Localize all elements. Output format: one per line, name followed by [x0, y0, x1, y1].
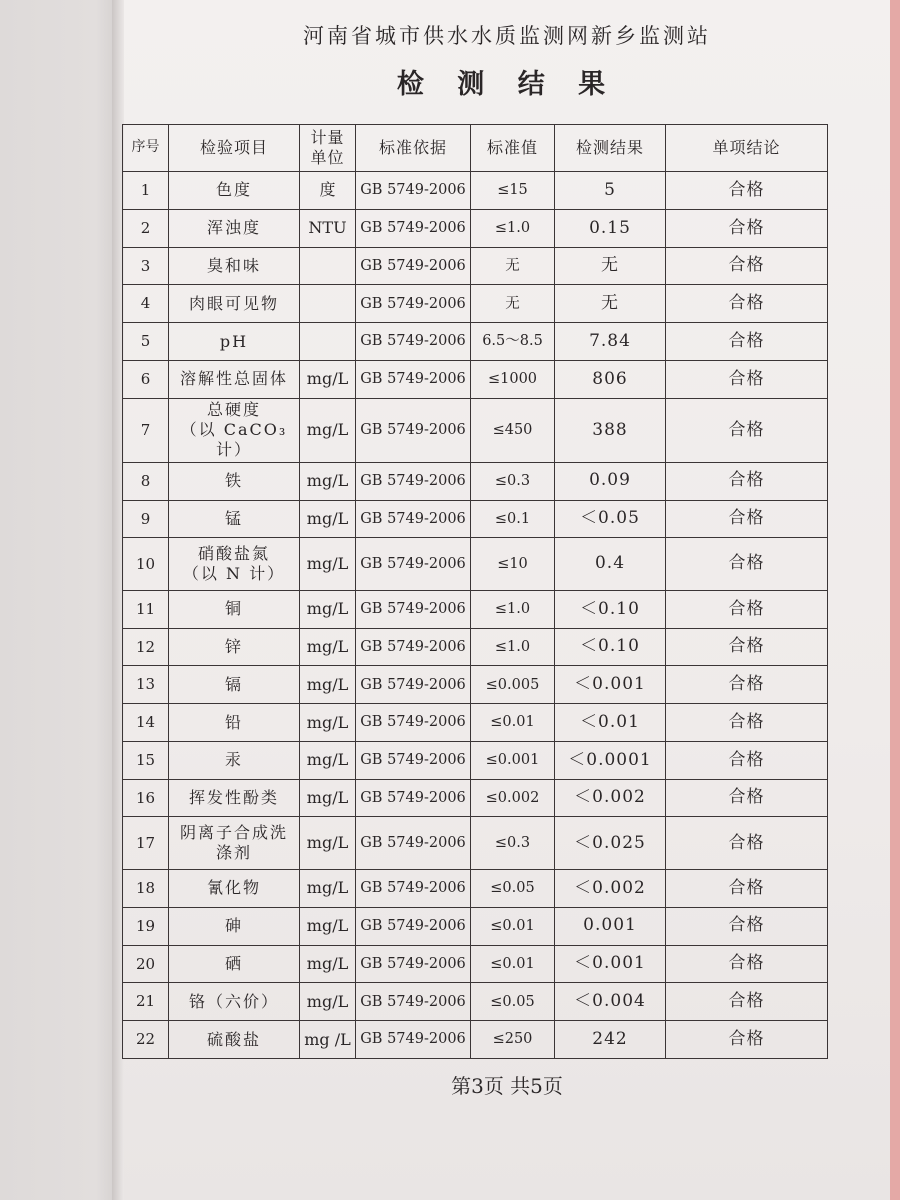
col-header-conclusion: 单项结论: [666, 125, 828, 172]
facing-page: [0, 0, 120, 1200]
table-row: [123, 628, 828, 666]
test-item-line2: 涤剂: [215, 843, 252, 863]
test-result: 0.09: [555, 462, 666, 500]
conclusion: 合格: [666, 704, 828, 742]
test-result: 无: [555, 247, 666, 285]
conclusion: 合格: [666, 869, 828, 907]
test-item: [169, 398, 300, 462]
unit: mg/L: [300, 945, 356, 983]
test-item-line1: 总硬度: [206, 400, 261, 420]
conclusion: 合格: [666, 983, 828, 1021]
results-table: [122, 124, 828, 1059]
test-result: 0.001: [555, 907, 666, 945]
row-number: 13: [123, 666, 169, 704]
test-item: 氰化物: [169, 869, 300, 907]
standard-basis: GB 5749-2006: [356, 323, 471, 361]
row-number: 8: [123, 462, 169, 500]
table-row: [123, 945, 828, 983]
test-result: 388: [555, 398, 666, 462]
conclusion: 合格: [666, 590, 828, 628]
test-result: 242: [555, 1021, 666, 1059]
standard-basis: GB 5749-2006: [356, 704, 471, 742]
test-item: 锰: [169, 500, 300, 538]
test-item: 硫酸盐: [169, 1021, 300, 1059]
standard-basis: GB 5749-2006: [356, 628, 471, 666]
test-item: [169, 538, 300, 590]
standard-value: ≤0.002: [471, 779, 555, 817]
unit: mg/L: [300, 590, 356, 628]
test-result: ＜0.001: [555, 945, 666, 983]
conclusion: 合格: [666, 945, 828, 983]
unit: mg/L: [300, 817, 356, 869]
standard-value: ≤0.1: [471, 500, 555, 538]
test-result: 7.84: [555, 323, 666, 361]
row-number: 7: [123, 398, 169, 462]
test-result: ＜0.001: [555, 666, 666, 704]
row-number: 18: [123, 869, 169, 907]
unit: mg/L: [300, 360, 356, 398]
table-row: [123, 500, 828, 538]
standard-value: ≤250: [471, 1021, 555, 1059]
standard-basis: GB 5749-2006: [356, 398, 471, 462]
test-result: 806: [555, 360, 666, 398]
standard-basis: GB 5749-2006: [356, 209, 471, 247]
test-result: 5: [555, 172, 666, 210]
col-header-unit-line1: 计量: [310, 128, 345, 147]
station-header: 河南省城市供水水质监测网新乡监测站: [303, 24, 711, 48]
standard-value: ≤10: [471, 538, 555, 590]
col-header-unit-line2: 单位: [310, 148, 345, 167]
row-number: 5: [123, 323, 169, 361]
table-row: [123, 869, 828, 907]
standard-value: 6.5～8.5: [471, 323, 555, 361]
row-number: 12: [123, 628, 169, 666]
standard-value: ≤0.001: [471, 741, 555, 779]
conclusion: 合格: [666, 209, 828, 247]
unit: mg/L: [300, 462, 356, 500]
table-row: [123, 323, 828, 361]
conclusion: 合格: [666, 500, 828, 538]
row-number: 2: [123, 209, 169, 247]
page-edge: [890, 0, 900, 1200]
table-row: [123, 538, 828, 590]
test-item-line2: （以 N 计）: [182, 564, 286, 584]
unit: mg/L: [300, 500, 356, 538]
test-item-line1: 硝酸盐氮: [197, 544, 270, 564]
test-item: 浑浊度: [169, 209, 300, 247]
standard-value: ≤1.0: [471, 209, 555, 247]
test-item: 挥发性酚类: [169, 779, 300, 817]
conclusion: 合格: [666, 538, 828, 590]
unit: mg/L: [300, 741, 356, 779]
standard-basis: GB 5749-2006: [356, 172, 471, 210]
unit: [300, 323, 356, 361]
test-item: 臭和味: [169, 247, 300, 285]
unit: mg/L: [300, 907, 356, 945]
table-row: [123, 209, 828, 247]
standard-value: ≤0.3: [471, 462, 555, 500]
standard-value: ≤0.3: [471, 817, 555, 869]
table-row: [123, 172, 828, 210]
test-item-line2: （以 CaCO₃计）: [180, 420, 288, 460]
test-item: 铬（六价）: [169, 983, 300, 1021]
page-number: 第3页 共5页: [451, 1074, 563, 1098]
row-number: 4: [123, 285, 169, 323]
test-item-line1: 阴离子合成洗: [179, 823, 288, 843]
standard-basis: GB 5749-2006: [356, 538, 471, 590]
unit: mg/L: [300, 983, 356, 1021]
test-item: 锌: [169, 628, 300, 666]
table-row: [123, 398, 828, 462]
conclusion: 合格: [666, 247, 828, 285]
test-result: 无: [555, 285, 666, 323]
test-item: 铁: [169, 462, 300, 500]
conclusion: 合格: [666, 462, 828, 500]
standard-basis: GB 5749-2006: [356, 741, 471, 779]
row-number: 22: [123, 1021, 169, 1059]
standard-value: 无: [471, 247, 555, 285]
row-number: 17: [123, 817, 169, 869]
unit: mg/L: [300, 779, 356, 817]
standard-value: ≤0.005: [471, 666, 555, 704]
col-header-unit: [300, 125, 356, 172]
table-row: [123, 285, 828, 323]
unit: mg/L: [300, 869, 356, 907]
test-result: ＜0.0001: [555, 741, 666, 779]
col-header-seq: 序号: [123, 125, 169, 172]
test-item: 肉眼可见物: [169, 285, 300, 323]
unit: mg/L: [300, 538, 356, 590]
standard-value: ≤0.05: [471, 869, 555, 907]
test-item: pH: [169, 323, 300, 361]
standard-basis: GB 5749-2006: [356, 983, 471, 1021]
test-result: ＜0.002: [555, 779, 666, 817]
col-header-result: 检测结果: [555, 125, 666, 172]
standard-basis: GB 5749-2006: [356, 590, 471, 628]
test-result: ＜0.01: [555, 704, 666, 742]
row-number: 19: [123, 907, 169, 945]
test-item: 硒: [169, 945, 300, 983]
table-row: [123, 247, 828, 285]
test-result: ＜0.004: [555, 983, 666, 1021]
row-number: 11: [123, 590, 169, 628]
table-row: [123, 741, 828, 779]
col-header-standard: 标准值: [471, 125, 555, 172]
conclusion: 合格: [666, 817, 828, 869]
conclusion: 合格: [666, 285, 828, 323]
standard-value: 无: [471, 285, 555, 323]
standard-basis: GB 5749-2006: [356, 907, 471, 945]
table-header-row: [123, 125, 828, 172]
test-item: 汞: [169, 741, 300, 779]
unit: 度: [300, 172, 356, 210]
standard-basis: GB 5749-2006: [356, 247, 471, 285]
conclusion: 合格: [666, 172, 828, 210]
table-row: [123, 983, 828, 1021]
test-item: 镉: [169, 666, 300, 704]
standard-value: ≤0.01: [471, 704, 555, 742]
conclusion: 合格: [666, 398, 828, 462]
standard-value: ≤1.0: [471, 590, 555, 628]
row-number: 20: [123, 945, 169, 983]
row-number: 9: [123, 500, 169, 538]
standard-value: ≤0.01: [471, 907, 555, 945]
conclusion: 合格: [666, 1021, 828, 1059]
standard-value: ≤0.05: [471, 983, 555, 1021]
row-number: 15: [123, 741, 169, 779]
conclusion: 合格: [666, 741, 828, 779]
unit: mg/L: [300, 398, 356, 462]
standard-value: ≤1000: [471, 360, 555, 398]
standard-basis: GB 5749-2006: [356, 360, 471, 398]
standard-basis: GB 5749-2006: [356, 666, 471, 704]
row-number: 14: [123, 704, 169, 742]
unit: NTU: [300, 209, 356, 247]
test-result: ＜0.025: [555, 817, 666, 869]
standard-value: ≤450: [471, 398, 555, 462]
test-item: 溶解性总固体: [169, 360, 300, 398]
row-number: 16: [123, 779, 169, 817]
table-row: [123, 1021, 828, 1059]
standard-value: ≤15: [471, 172, 555, 210]
test-item: 砷: [169, 907, 300, 945]
test-item: 铅: [169, 704, 300, 742]
test-result: ＜0.10: [555, 628, 666, 666]
table-row: [123, 666, 828, 704]
conclusion: 合格: [666, 779, 828, 817]
test-result: 0.4: [555, 538, 666, 590]
standard-basis: GB 5749-2006: [356, 869, 471, 907]
table-row: [123, 907, 828, 945]
col-header-item: 检验项目: [169, 125, 300, 172]
conclusion: 合格: [666, 666, 828, 704]
unit: [300, 247, 356, 285]
row-number: 10: [123, 538, 169, 590]
table-row: [123, 779, 828, 817]
standard-basis: GB 5749-2006: [356, 779, 471, 817]
unit: [300, 285, 356, 323]
conclusion: 合格: [666, 323, 828, 361]
col-header-basis: 标准依据: [356, 125, 471, 172]
page-title: 检 测 结 果: [396, 69, 618, 100]
conclusion: 合格: [666, 628, 828, 666]
standard-value: ≤0.01: [471, 945, 555, 983]
test-item: [169, 817, 300, 869]
row-number: 1: [123, 172, 169, 210]
test-result: ＜0.10: [555, 590, 666, 628]
unit: mg /L: [300, 1021, 356, 1059]
test-result: ＜0.05: [555, 500, 666, 538]
unit: mg/L: [300, 628, 356, 666]
row-number: 6: [123, 360, 169, 398]
conclusion: 合格: [666, 907, 828, 945]
test-item: 铜: [169, 590, 300, 628]
row-number: 21: [123, 983, 169, 1021]
test-item: 色度: [169, 172, 300, 210]
test-result: ＜0.002: [555, 869, 666, 907]
unit: mg/L: [300, 704, 356, 742]
standard-basis: GB 5749-2006: [356, 285, 471, 323]
table-row: [123, 360, 828, 398]
standard-basis: GB 5749-2006: [356, 1021, 471, 1059]
table-row: [123, 590, 828, 628]
row-number: 3: [123, 247, 169, 285]
standard-basis: GB 5749-2006: [356, 817, 471, 869]
standard-value: ≤1.0: [471, 628, 555, 666]
table-row: [123, 462, 828, 500]
standard-basis: GB 5749-2006: [356, 945, 471, 983]
conclusion: 合格: [666, 360, 828, 398]
table-row: [123, 704, 828, 742]
test-result: 0.15: [555, 209, 666, 247]
standard-basis: GB 5749-2006: [356, 462, 471, 500]
table-row: [123, 817, 828, 869]
unit: mg/L: [300, 666, 356, 704]
standard-basis: GB 5749-2006: [356, 500, 471, 538]
